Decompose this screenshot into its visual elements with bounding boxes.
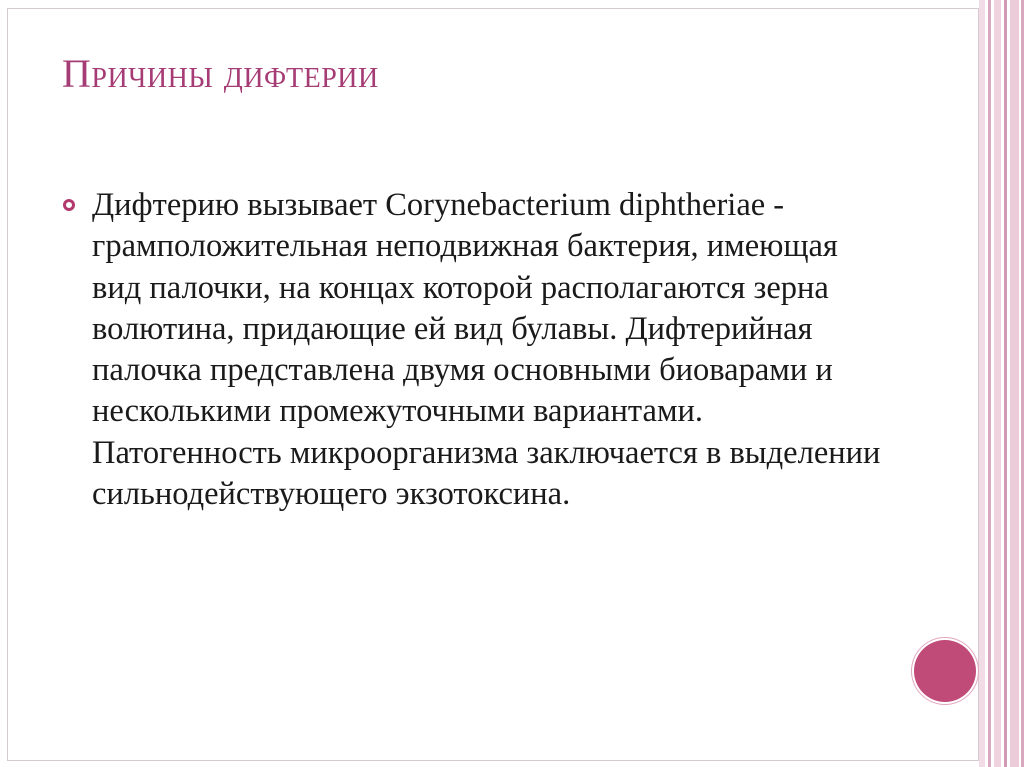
decorative-stripe: [1010, 0, 1019, 767]
bullet-ring-icon: [63, 199, 75, 211]
decorative-stripe: [988, 0, 991, 767]
bullet-list: [60, 185, 890, 515]
decorative-circle-icon: [914, 640, 976, 702]
decorative-stripe: [994, 0, 1001, 767]
decorative-stripe: [979, 0, 985, 767]
slide-title: Причины дифтерии: [62, 51, 379, 96]
bullet-text: Дифтерию вызывает Corynebacterium diphtheriae - грамположительная неподвижная бактерия, имеющая вид палочки, на концах которой располагаются зерна волютина, придающие ей вид булавы. Дифтерийная палочка представлена двумя основными биоварами и несколькими промежуточными вариантами. Патогенность микроорганизма заключается в выделении сильнодействующего экзотоксина.: [92, 187, 881, 513]
decorative-stripe: [1004, 0, 1007, 767]
